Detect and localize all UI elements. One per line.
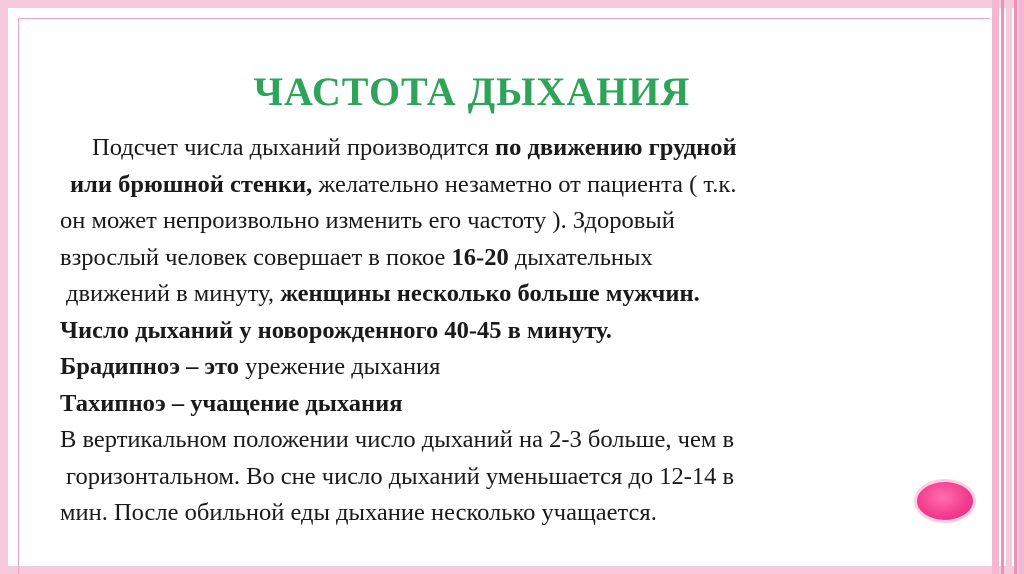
text-run-bold: Число дыханий у новорожденного 40-45 в минуту. [60, 316, 612, 344]
text-run: Подсчет числа дыханий производится [92, 134, 496, 161]
body-line-7 [60, 349, 900, 386]
text-run-bold: 16-20 [451, 243, 509, 271]
body-line-11 [60, 495, 900, 532]
body-line-1 [60, 130, 900, 167]
text-run-bold: или брюшной стенки, [70, 170, 313, 198]
text-run: дыхательных [508, 243, 653, 271]
slide-body [60, 130, 900, 532]
decor-pink-dot [914, 479, 976, 523]
text-run-bold: Брадипноэ – это [60, 353, 246, 380]
decor-stripe [992, 0, 999, 574]
text-run-bold: Тахипноэ – учащение дыхания [60, 389, 403, 417]
body-line-9 [60, 422, 900, 459]
body-line-10 [60, 459, 900, 496]
text-run: урежение дыхания [245, 353, 441, 380]
body-line-8 [60, 386, 900, 423]
decor-stripe [1014, 0, 1017, 574]
text-run: движений в минуту, [66, 280, 281, 307]
text-run-bold: женщины несколько больше мужчин. [280, 280, 700, 307]
body-line-2 [60, 167, 900, 204]
slide-title: ЧАСТОТА ДЫХАНИЯ [253, 69, 691, 114]
body-line-4 [60, 240, 900, 277]
text-run: мин. После обильной еды дыхание несколько учащается. [60, 499, 657, 526]
text-run: желательно незаметно от пациента ( т.к. [312, 170, 737, 198]
body-line-5 [60, 276, 900, 313]
decor-stripe [1019, 0, 1024, 574]
text-run: горизонтальном. Во сне число дыханий уменьшается до 12-14 в [66, 462, 735, 490]
text-run: он может непроизвольно изменить его частоту ). Здоровый [60, 207, 675, 234]
text-run: В вертикальном положении число дыханий на 2-3 больше, чем в [60, 426, 735, 453]
body-line-3 [60, 203, 900, 240]
text-run: взрослый человек совершает в покое [60, 243, 452, 271]
decor-stripe [1001, 0, 1004, 574]
text-run-bold: по движению грудной [495, 134, 737, 161]
body-line-6 [60, 313, 900, 350]
decor-stripe [1006, 0, 1012, 574]
